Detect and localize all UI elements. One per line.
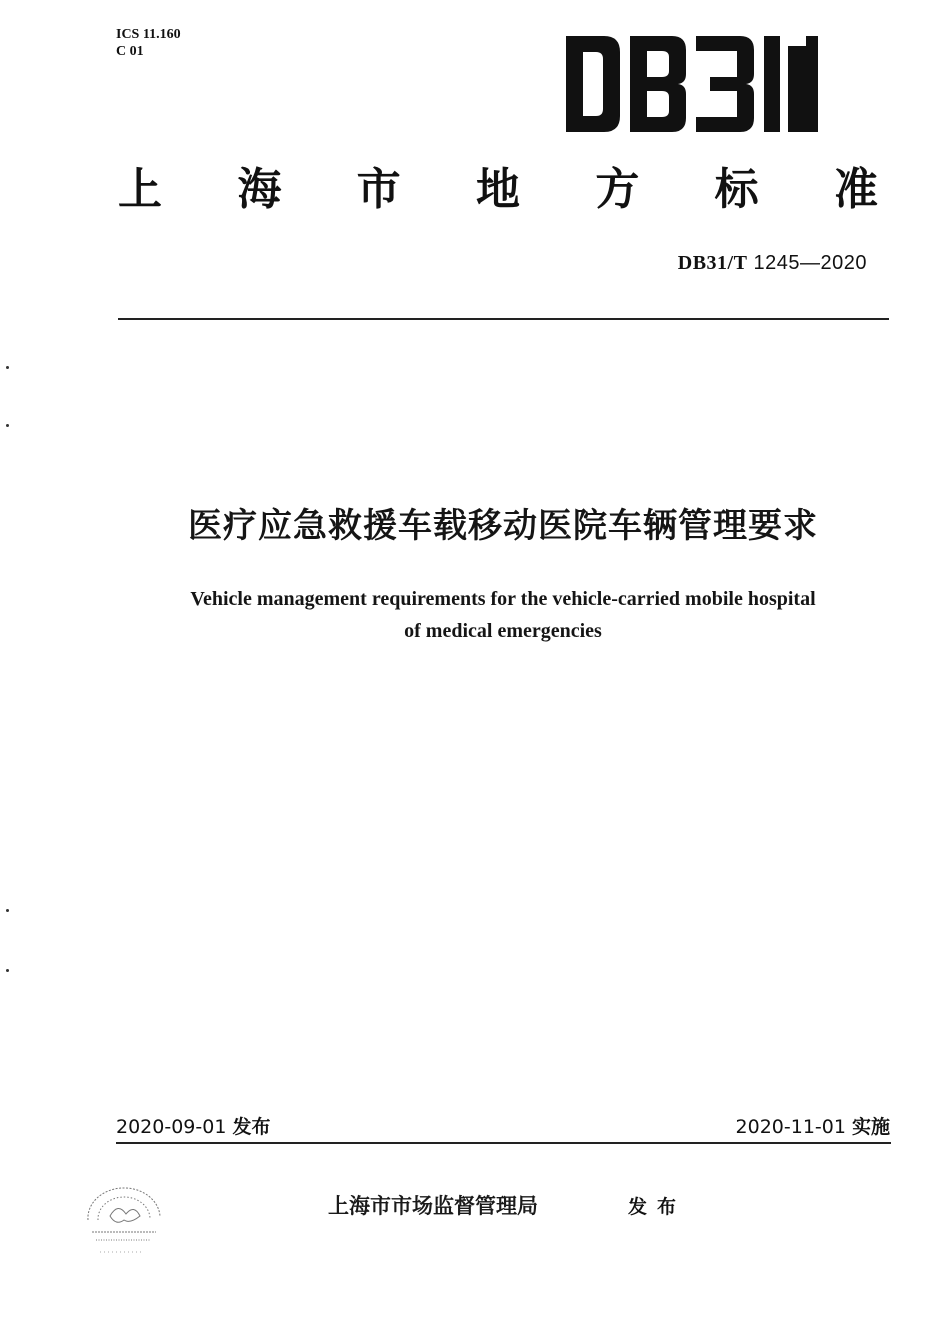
scan-speck [6,366,9,369]
implementation-date [736,1112,890,1139]
standard-type-char: 市 [356,164,401,215]
standard-type-char: 准 [833,164,878,215]
standard-type-char: 方 [595,164,640,215]
standard-type-char: 上 [118,164,162,215]
document-title-chinese: 医疗应急救援车载移动医院车辆管理要求 [188,506,818,546]
standard-number-prefix: DB31/T [677,252,748,274]
issue-date-label: 发布 [232,1116,271,1138]
english-title-line-2: of medical emergencies [404,620,602,642]
issue-date-value: 2020-09-01 [116,1116,227,1138]
publisher-name: 上海市市场监督管理局 [328,1194,538,1218]
document-title-english [0,583,950,647]
standard-type-char: 地 [475,164,520,215]
standard-type-heading [118,162,878,218]
footer-divider [116,1142,891,1144]
standard-number [678,252,867,275]
ccs-code: C 01 [116,44,144,59]
english-title-line-1: Vehicle management requirements for the vehicle-carried mobile hospital [190,588,816,610]
standard-type-char: 标 [714,164,759,215]
standard-number-value: 1245—2020 [753,252,867,274]
scan-speck [6,909,9,912]
db31-logo [566,36,834,132]
standard-type-char: 海 [237,164,282,215]
scan-speck [6,969,9,972]
publish-label: 发布 [628,1196,687,1218]
ics-code: ICS 11.160 [116,27,181,42]
implementation-date-label: 实施 [851,1116,890,1138]
header-divider [118,318,889,320]
implementation-date-value: 2020-11-01 [735,1116,846,1138]
scan-speck [6,424,9,427]
classification-codes [116,26,181,60]
watermark-stamp [78,1180,170,1262]
issue-date [116,1112,270,1139]
